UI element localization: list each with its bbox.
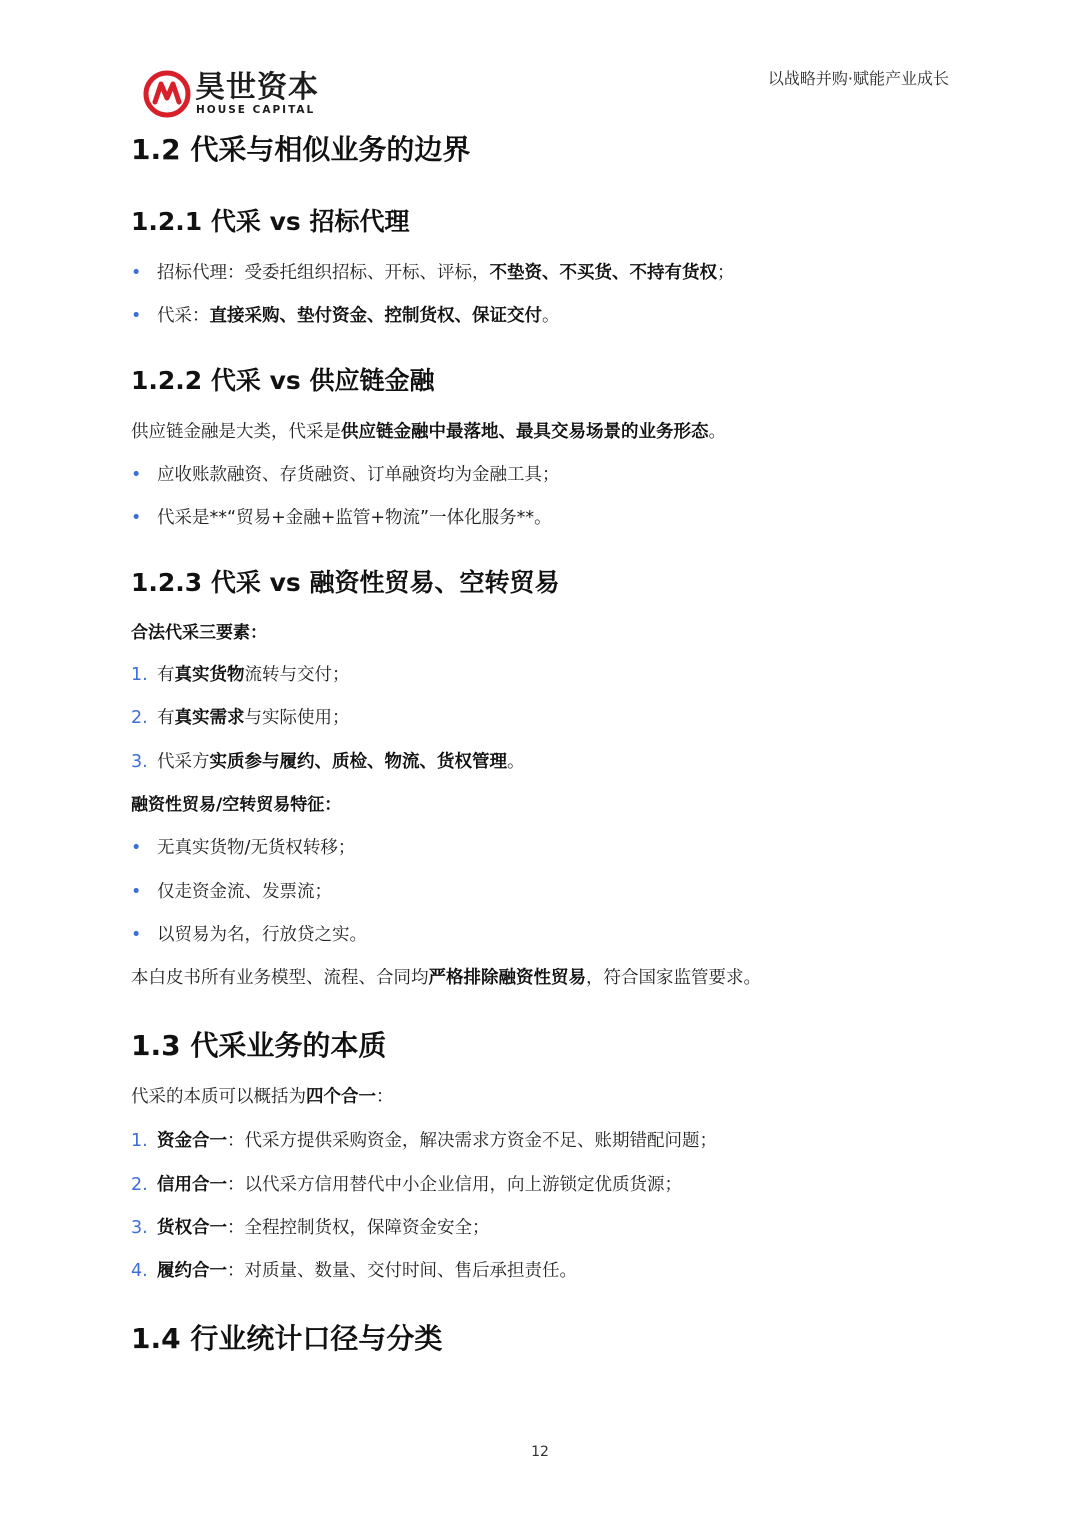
subsection-heading-1-2-1: 1.2.1 代采 vs 招标代理 [131,207,410,236]
bullet-icon: • [131,306,142,326]
subsection-heading-1-2-2: 1.2.2 代采 vs 供应链金融 [131,366,435,395]
ordered-list-item: 2. 有真实需求与实际使用； [131,708,350,728]
bullet-icon: • [131,925,142,945]
ordered-list-item: 4. 履约合一：对质量、数量、交付时间、售后承担责任。 [131,1261,577,1281]
list-item: • 招标代理：受委托组织招标、开标、评标，不垫资、不买货、不持有货权； [131,260,735,286]
list-item: • 仅走资金流、发票流； [131,879,332,905]
ordered-list-item: 1. 有真实货物流转与交付； [131,665,350,685]
bold-label: 融资性贸易/空转贸易特征： [131,795,342,815]
ordered-list-item: 3. 货权合一：全程控制货权，保障资金安全； [131,1218,490,1238]
house-capital-logo-icon [143,70,191,118]
bold-label: 合法代采三要素： [131,623,267,643]
ordered-list-item: 1. 资金合一：代采方提供采购资金，解决需求方资金不足、账期错配问题； [131,1131,717,1151]
list-item: • 应收账款融资、存货融资、订单融资均为金融工具； [131,462,560,488]
bullet-icon: • [131,508,142,528]
bullet-icon: • [131,838,142,858]
paragraph: 供应链金融是大类，代采是供应链金融中最落地、最具交易场景的业务形态。 [131,422,726,442]
section-heading-1-2: 1.2 代采与相似业务的边界 [131,133,471,166]
paragraph: 代采的本质可以概括为四个合一： [131,1087,394,1107]
list-item: • 以贸易为名，行放贷之实。 [131,922,367,948]
logo-english-name: HOUSE CAPITAL [196,104,316,116]
page-number: 12 [531,1444,549,1460]
logo-chinese-name: 昊世资本 [195,70,319,105]
bullet-icon: • [131,882,142,902]
bullet-icon: • [131,465,142,485]
section-heading-1-3: 1.3 代采业务的本质 [131,1029,387,1062]
header-tagline: 以战略并购·赋能产业成长 [767,69,949,88]
subsection-heading-1-2-3: 1.2.3 代采 vs 融资性贸易、空转贸易 [131,568,560,597]
company-logo [143,70,319,120]
ordered-list-item: 2. 信用合一：以代采方信用替代中小企业信用，向上游锁定优质货源； [131,1175,682,1195]
list-item: • 代采是**“贸易+金融+监管+物流”一体化服务**。 [131,505,552,531]
ordered-list-item: 3. 代采方实质参与履约、质检、物流、货权管理。 [131,752,525,772]
list-item: • 代采：直接采购、垫付资金、控制货权、保证交付。 [131,303,560,329]
section-heading-1-4: 1.4 行业统计口径与分类 [131,1322,443,1355]
list-item: • 无真实货物/无货权转移； [131,835,355,861]
paragraph: 本白皮书所有业务模型、流程、合同均严格排除融资性贸易，符合国家监管要求。 [131,968,761,988]
bullet-icon: • [131,263,142,283]
